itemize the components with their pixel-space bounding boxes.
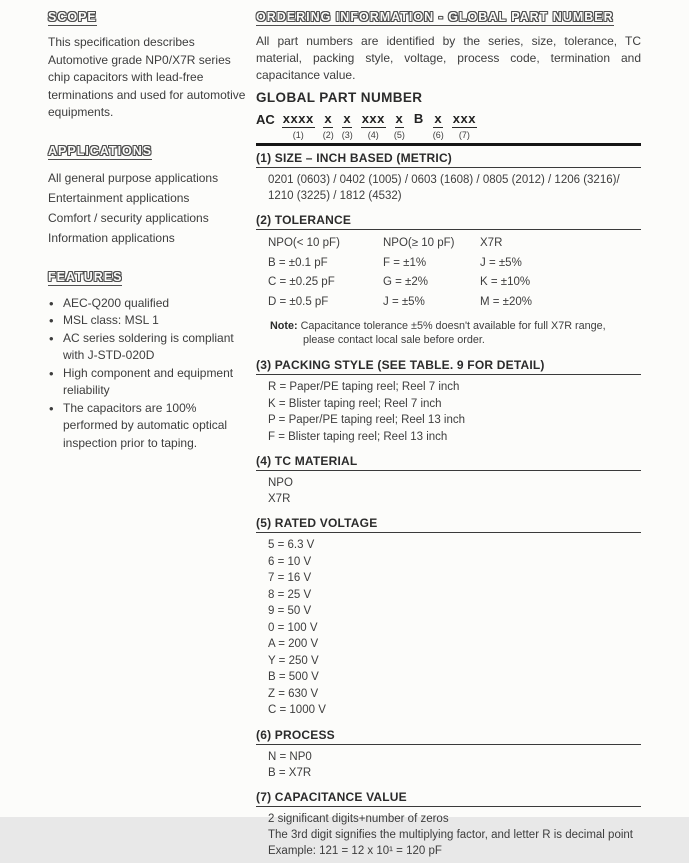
part-number-prefix: AC	[256, 112, 275, 127]
tc-material-list	[256, 471, 641, 511]
part-number-structure	[256, 112, 641, 140]
rated-voltage-item: 7 = 16 V	[268, 572, 312, 584]
note-label: Note:	[270, 320, 298, 332]
section-process-title: (6) PROCESS	[256, 723, 641, 745]
applications-heading: APPLICATIONS	[48, 143, 153, 158]
tolerance-note	[270, 320, 641, 347]
capacitance-value-item: Example: 121 = 12 x 10¹ = 120 pF	[268, 844, 442, 857]
section-packing-title: (3) PACKING STYLE (SEE TABLE. 9 FOR DETAIL)	[256, 353, 641, 375]
features-list	[48, 295, 248, 453]
application-item: Entertainment applications	[48, 190, 190, 205]
tc-material-item: NPO	[268, 477, 293, 489]
capacitance-value-item: 2 significant digits+number of zeros	[268, 812, 449, 825]
section-rated-voltage	[256, 511, 641, 723]
feature-item: • AC series soldering is compliant with J-STD-020D	[48, 330, 248, 365]
part-number-segment-4: xxx (4)	[361, 111, 385, 140]
process-list	[256, 745, 641, 785]
application-item: All general purpose applications	[48, 170, 219, 185]
capacitance-value-list	[256, 807, 641, 863]
rated-voltage-item: Y = 250 V	[268, 654, 319, 667]
section-tolerance-title: (2) TOLERANCE	[256, 208, 641, 230]
left-column	[48, 8, 248, 452]
part-number-segment-b: B	[413, 111, 424, 126]
tolerance-cell: D = ±0.5 pF	[268, 295, 329, 308]
part-number-segment-7: xxx (7)	[452, 111, 476, 140]
scope-body-text: This specification describes Automotive grade NP0/X7R series chip capacitors with lead-free terminations and used for automotive equipments.	[48, 35, 246, 119]
tc-material-item: X7R	[268, 493, 291, 505]
rated-voltage-item: B = 500 V	[268, 671, 319, 683]
section-process	[256, 723, 641, 785]
rated-voltage-item: 8 = 25 V	[268, 588, 312, 601]
ordering-intro-text: All part numbers are identified by the series, size, tolerance, TC material, packing style, voltage, process code, termination and capacitance value.	[256, 34, 641, 82]
feature-item: • AEC-Q200 qualified	[48, 295, 248, 313]
packing-style-item: K = Blister taping reel; Reel 7 inch	[268, 397, 442, 410]
right-column	[256, 8, 641, 863]
tolerance-col-header: NPO(≥ 10 pF)	[383, 237, 455, 249]
size-values: 0201 (0603) / 0402 (1005) / 0603 (1608) / 0805 (2012) / 1206 (3216)/ 1210 (3225) / 1812 (4532)	[268, 174, 620, 202]
applications-list	[48, 168, 248, 248]
tolerance-cell: J = ±5%	[480, 256, 522, 269]
section-size	[256, 146, 641, 208]
part-number-segment-6: x (6)	[432, 111, 444, 140]
tolerance-cell: B = ±0.1 pF	[268, 256, 328, 269]
ordering-information-heading: ORDERING INFORMATION - GLOBAL PART NUMBER	[256, 10, 614, 24]
rated-voltage-item: 5 = 6.3 V	[268, 539, 315, 551]
packing-style-item: F = Blister taping reel; Reel 13 inch	[268, 430, 448, 443]
tolerance-table	[268, 234, 641, 312]
section-rated-voltage-title: (5) RATED VOLTAGE	[256, 511, 641, 533]
rated-voltage-list	[256, 533, 641, 723]
process-item: B = X7R	[268, 766, 312, 779]
section-capacitance-title: (7) CAPACITANCE VALUE	[256, 785, 641, 807]
capacitance-value-item: The 3rd digit signifies the multiplying factor, and letter R is decimal point	[268, 828, 633, 841]
features-heading: FEATURES	[48, 269, 123, 284]
note-text-line2: please contact local sale before order.	[303, 333, 485, 346]
application-item: Comfort / security applications	[48, 210, 209, 225]
part-number-segment-1: xxxx (1)	[282, 111, 314, 140]
packing-style-list	[256, 375, 641, 449]
feature-item: • MSL class: MSL 1	[48, 312, 248, 330]
packing-style-item: R = Paper/PE taping reel; Reel 7 inch	[268, 381, 460, 393]
section-size-title: (1) SIZE – INCH BASED (METRIC)	[256, 146, 641, 168]
section-packing-style	[256, 353, 641, 449]
rated-voltage-item: Z = 630 V	[268, 687, 319, 700]
process-item: N = NP0	[268, 750, 312, 763]
packing-style-item: P = Paper/PE taping reel; Reel 13 inch	[268, 414, 466, 426]
tolerance-col-header: NPO(< 10 pF)	[268, 237, 340, 249]
tolerance-cell: F = ±1%	[383, 256, 427, 269]
scope-heading: SCOPE	[48, 10, 97, 24]
global-part-number-heading: GLOBAL PART NUMBER	[256, 90, 423, 105]
tolerance-column-npo-lt10	[268, 234, 383, 312]
tolerance-column-npo-ge10	[383, 234, 480, 312]
tolerance-cell: J = ±5%	[383, 295, 425, 308]
rated-voltage-item: A = 200 V	[268, 638, 319, 650]
section-tc-material-title: (4) TC MATERIAL	[256, 449, 641, 471]
note-text-line1: Capacitance tolerance ±5% doesn't available for full X7R range,	[300, 320, 606, 332]
tolerance-cell: G = ±2%	[383, 276, 428, 288]
feature-item: • The capacitors are 100% performed by automatic optical inspection prior to taping.	[48, 400, 248, 453]
rated-voltage-item: 6 = 10 V	[268, 555, 312, 568]
feature-item: • High component and equipment reliability	[48, 365, 248, 400]
rated-voltage-item: 0 = 100 V	[268, 621, 318, 634]
tolerance-col-header: X7R	[480, 237, 503, 249]
part-number-segment-5: x (5)	[393, 111, 405, 140]
tolerance-cell: C = ±0.25 pF	[268, 276, 335, 288]
part-number-segment-2: x (2)	[322, 111, 334, 140]
part-number-segment-3: x (3)	[341, 111, 353, 140]
section-capacitance-value	[256, 785, 641, 863]
tolerance-cell: M = ±20%	[480, 295, 533, 308]
section-tolerance	[256, 208, 641, 353]
application-item: Information applications	[48, 230, 175, 245]
rated-voltage-item: 9 = 50 V	[268, 605, 312, 617]
rated-voltage-item: C = 1000 V	[268, 704, 326, 716]
tolerance-column-x7r	[480, 234, 641, 312]
section-tc-material	[256, 449, 641, 511]
tolerance-cell: K = ±10%	[480, 276, 531, 288]
